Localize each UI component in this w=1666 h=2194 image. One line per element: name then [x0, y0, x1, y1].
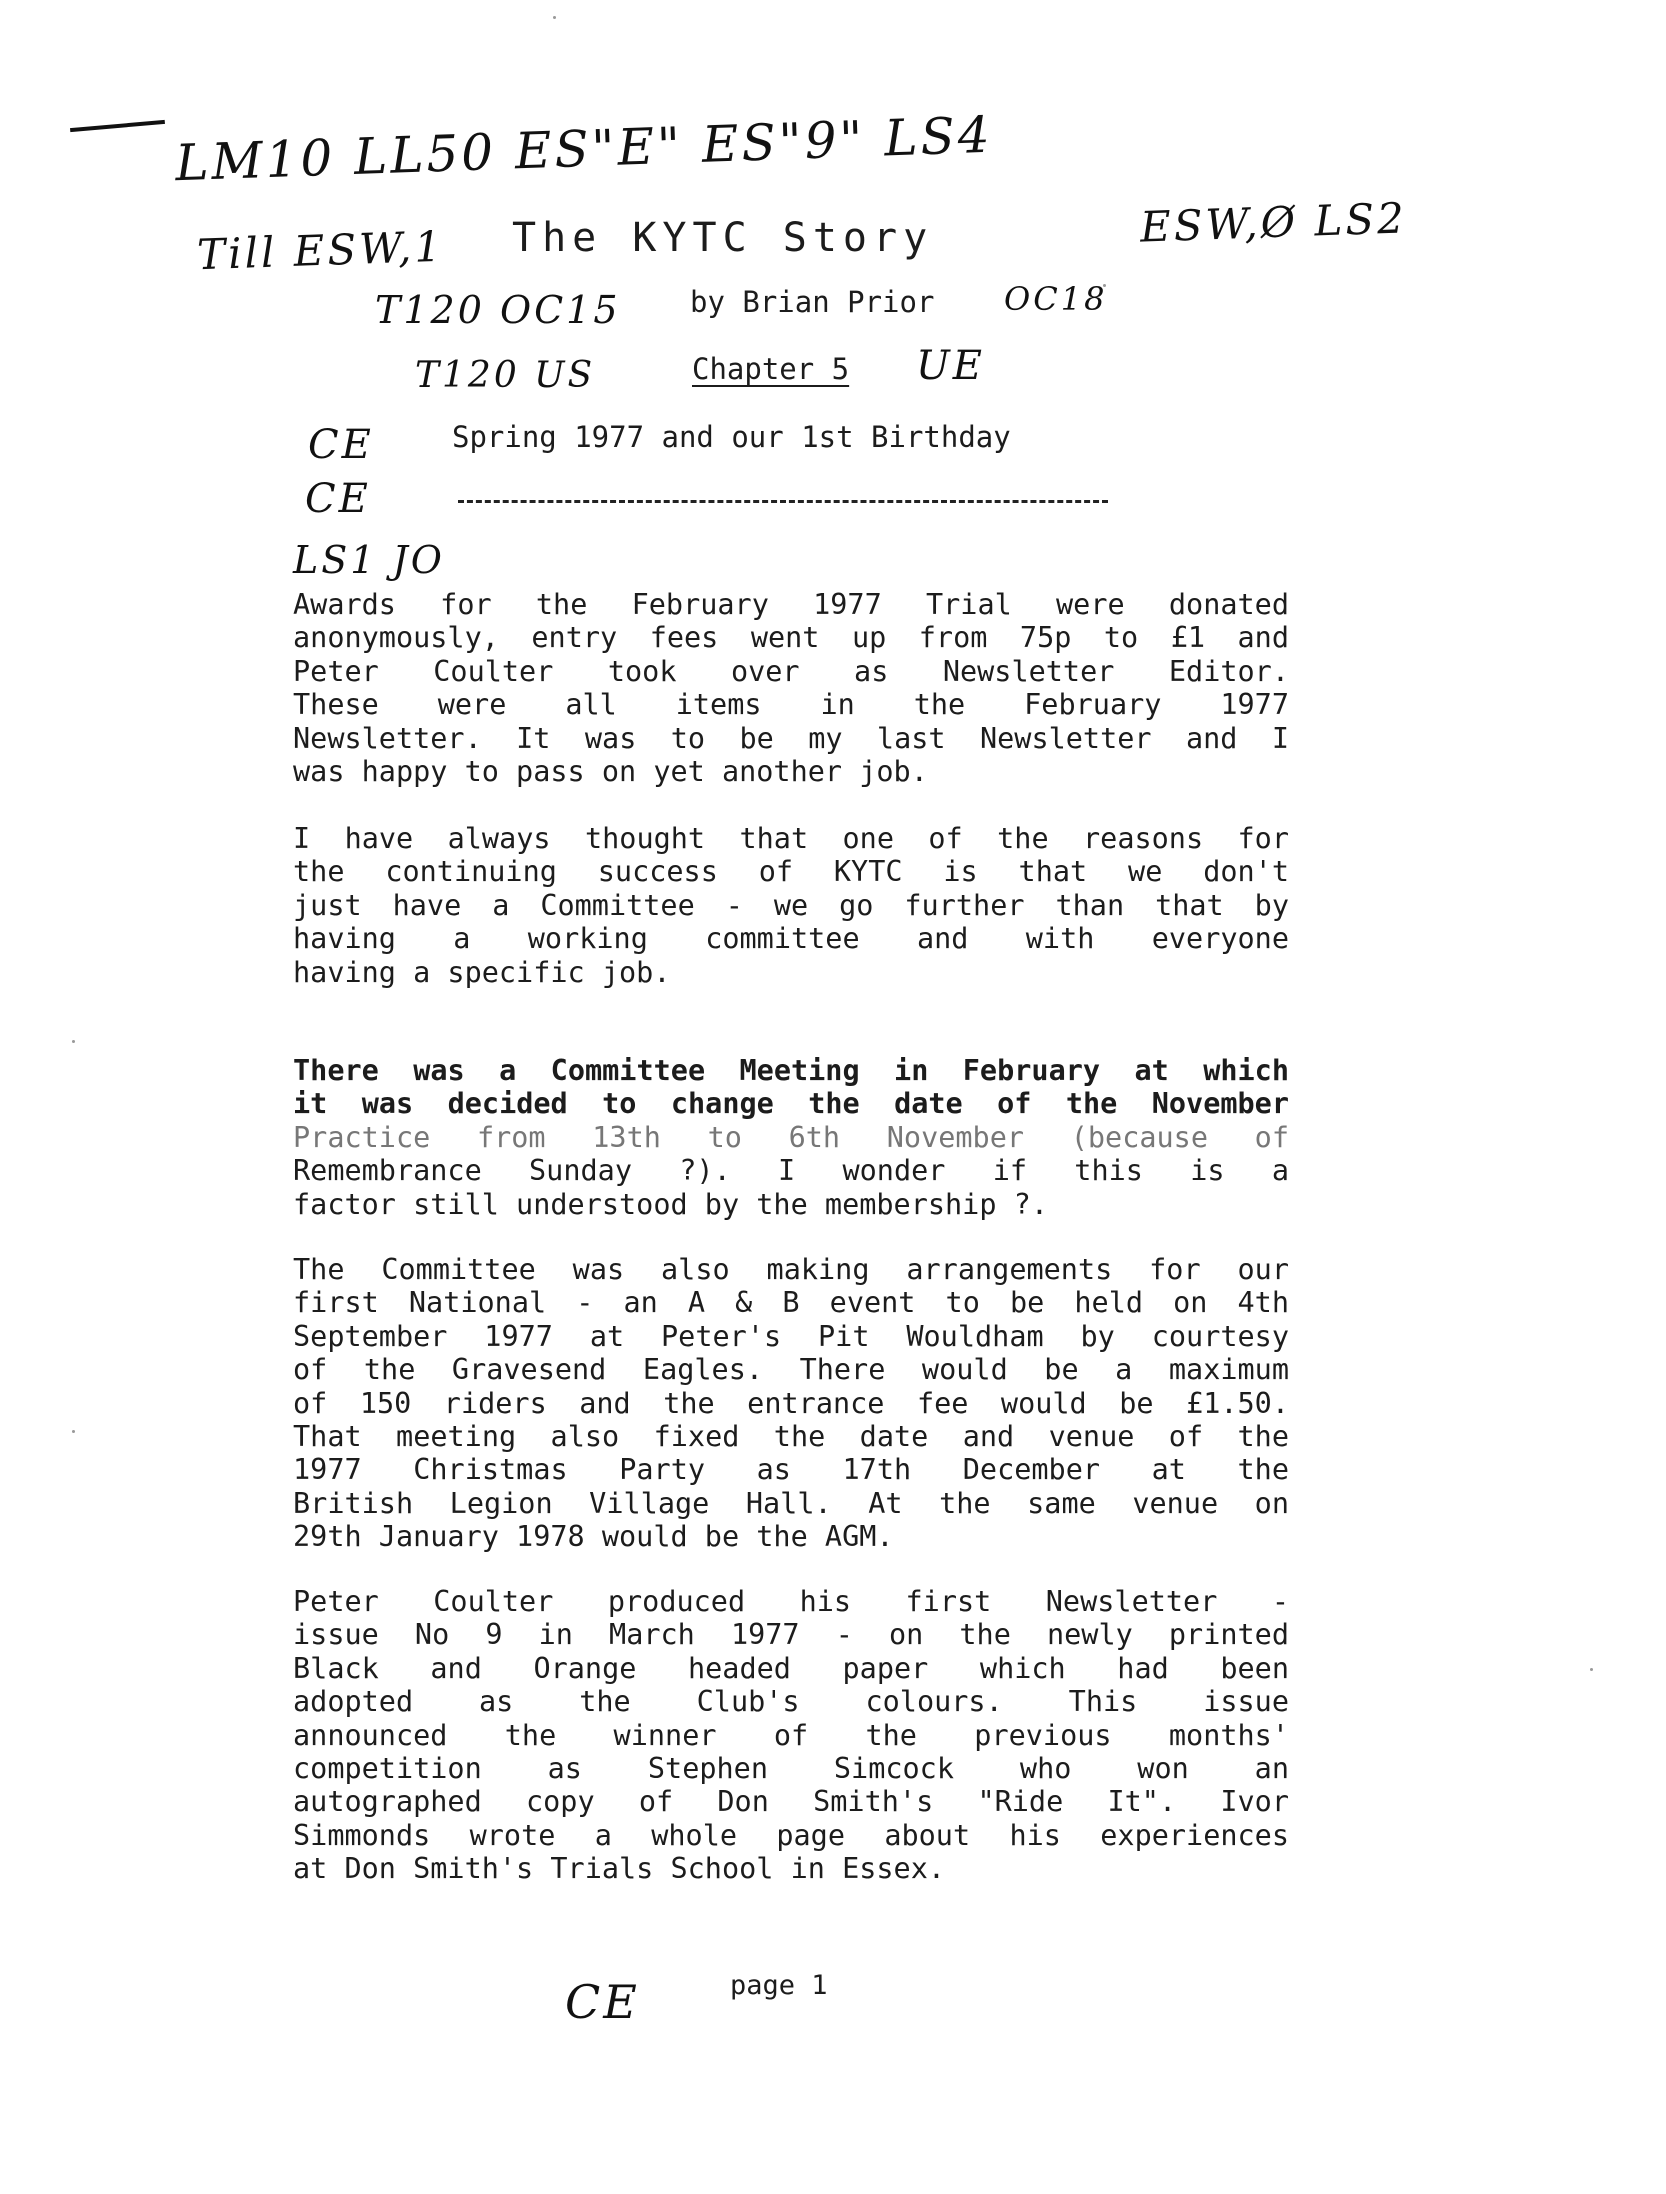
handwritten-rule-mark: CE [305, 476, 371, 522]
text-line: having a specific job. [293, 955, 671, 989]
scan-speck [72, 1040, 75, 1043]
handwritten-title-right: ESW,Ø LS2 [1139, 193, 1408, 252]
text-line: adopted as the Club's colours. This issue [293, 1685, 1289, 1719]
text-line: These were all items in the February 1977 [293, 688, 1289, 722]
text-line: The Committee was also making arrangements for our [293, 1253, 1289, 1286]
subtitle-rule [458, 500, 1108, 503]
text-line: Black and Orange headed paper which had been [293, 1651, 1289, 1685]
text-line: just have a Committee - we go further than that by [293, 888, 1289, 922]
chapter-subtitle: Spring 1977 and our 1st Birthday [452, 420, 1011, 454]
text-line: Newsletter. It was to be my last Newsletter and I [293, 721, 1289, 755]
text-line: Peter Coulter produced his first Newsletter - [293, 1585, 1289, 1618]
text-line: That meeting also fixed the date and venue of the [293, 1419, 1289, 1453]
handwritten-subtitle-mark: CE [308, 422, 374, 468]
text-line: of the Gravesend Eagles. There would be a maximum [293, 1353, 1289, 1387]
text-line: the continuing success of KYTC is that we don't [293, 855, 1289, 889]
text-line: at Don Smith's Trials School in Essex. [293, 1852, 946, 1886]
text-line: it was decided to change the date of the November [293, 1087, 1289, 1121]
text-line: British Legion Village Hall. At the same venue on [293, 1486, 1289, 1520]
text-line: issue No 9 in March 1977 - on the newly printed [293, 1618, 1289, 1652]
handwritten-top-codes: LM10 LL50 ES"E" ES"9" LS4 [174, 105, 994, 193]
paragraph-3 [293, 1054, 1289, 1221]
handwritten-chapter-right: UE [916, 343, 985, 389]
scan-speck [1590, 1668, 1593, 1671]
handwritten-paragraph-mark: LS1 JO [293, 538, 445, 582]
handwritten-author-right: OC18 [1004, 280, 1108, 318]
chapter-heading: Chapter 5 [692, 352, 850, 386]
text-line: anonymously, entry fees went up from 75p to £1 and [293, 621, 1289, 655]
paragraph-1 [293, 588, 1289, 788]
paragraph-5 [293, 1585, 1289, 1886]
text-line: was happy to pass on yet another job. [293, 754, 928, 788]
text-line: of 150 riders and the entrance fee would be £1.50. [293, 1386, 1289, 1420]
text-line: having a working committee and with everyone [293, 922, 1289, 956]
text-line: factor still understood by the membership ?. [293, 1187, 1048, 1221]
text-line: Awards for the February 1977 Trial were donated [293, 588, 1289, 621]
text-line: I have always thought that one of the reasons for [293, 822, 1289, 855]
text-line: September 1977 at Peter's Pit Wouldham by courtesy [293, 1319, 1289, 1353]
handwritten-chapter-left: T120 US [415, 355, 596, 396]
text-line: 29th January 1978 would be the AGM. [293, 1520, 894, 1554]
text-line: 1977 Christmas Party as 17th December at the [293, 1453, 1289, 1487]
handwritten-dash [70, 120, 165, 132]
text-line: competition as Stephen Simcock who won an [293, 1751, 1289, 1785]
text-line: Simmonds wrote a whole page about his experiences [293, 1818, 1289, 1852]
text-line: announced the winner of the previous months' [293, 1718, 1289, 1752]
text-line: autographed copy of Don Smith's "Ride It". Ivor [293, 1785, 1289, 1819]
paragraph-2 [293, 822, 1289, 989]
paragraph-4 [293, 1253, 1289, 1554]
handwritten-title-left: Till ESW,1 [196, 221, 445, 280]
page-title: The KYTC Story [512, 215, 934, 261]
scan-speck [553, 16, 556, 19]
text-line: Peter Coulter took over as Newsletter Editor. [293, 654, 1289, 688]
text-line: first National - an A & B event to be held on 4th [293, 1286, 1289, 1320]
text-line: Remembrance Sunday ?). I wonder if this is a [293, 1154, 1289, 1188]
text-line: There was a Committee Meeting in February at which [293, 1054, 1289, 1087]
scan-speck [72, 1430, 75, 1433]
handwritten-author-left: T120 OC15 [375, 288, 621, 332]
author-line: by Brian Prior [690, 285, 935, 319]
page-number: page 1 [730, 1970, 828, 2001]
text-line: Practice from 13th to 6th November (because of [293, 1120, 1289, 1154]
handwritten-footer-mark: CE [565, 1975, 640, 2029]
